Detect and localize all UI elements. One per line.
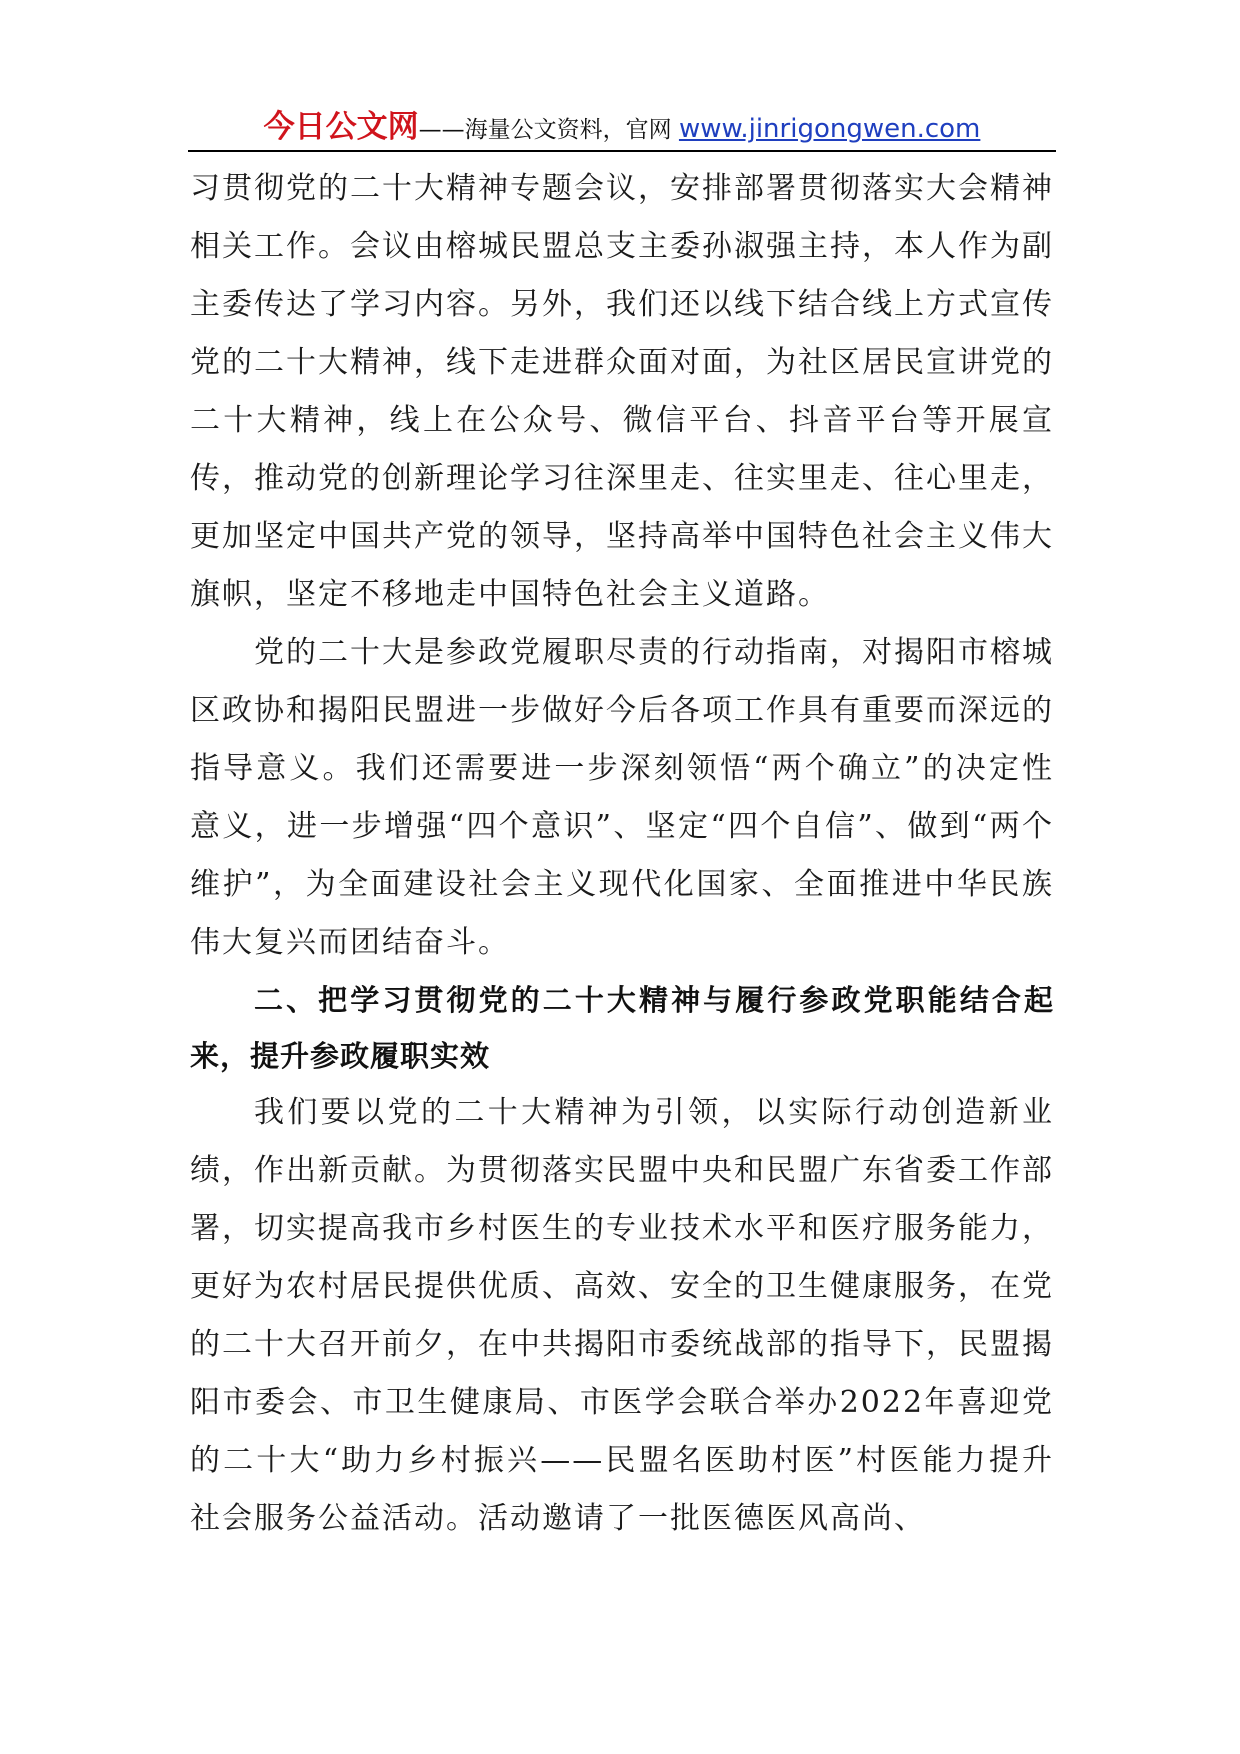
- section-heading-2: 二、把学习贯彻党的二十大精神与履行参政党职能结合起来，提升参政履职实效: [190, 983, 1054, 1073]
- brand-title: 今日公文网: [263, 109, 419, 145]
- header-tagline: ——海量公文资料，官网: [418, 117, 679, 143]
- document-body: [190, 160, 1054, 1548]
- paragraph-continuation: 习贯彻党的二十大精神专题会议，安排部署贯彻落实大会精神相关工作。会议由榕城民盟总支主委孙淑强主持，本人作为副主委传达了学习内容。另外，我们还以线下结合线上方式宣传党的二十大精神，线下走进群众面对面，为社区居民宣讲党的二十大精神，线上在公众号、微信平台、抖音平台等开展宣传，推动党的创新理论学习往深里走、往实里走、往心里走，更加坚定中国共产党的领导，坚持高举中国特色社会主义伟大旗帜，坚定不移地走中国特色社会主义道路。: [190, 171, 1054, 612]
- page-header: [188, 104, 1056, 152]
- paragraph-guidance: 党的二十大是参政党履职尽责的行动指南，对揭阳市榕城区政协和揭阳民盟进一步做好今后各项工作具有重要而深远的指导意义。我们还需要进一步深刻领悟“两个确立”的决定性意义，进一步增强“四个意识”、坚定“四个自信”、做到“两个维护”，为全面建设社会主义现代化国家、全面推进中华民族伟大复兴而团结奋斗。: [190, 635, 1054, 960]
- paragraph-activities: 我们要以党的二十大精神为引领，以实际行动创造新业绩，作出新贡献。为贯彻落实民盟中央和民盟广东省委工作部署，切实提高我市乡村医生的专业技术水平和医疗服务能力，更好为农村居民提供优质、高效、安全的卫生健康服务，在党的二十大召开前夕，在中共揭阳市委统战部的指导下，民盟揭阳市委会、市卫生健康局、市医学会联合举办2022年喜迎党的二十大“助力乡村振兴——民盟名医助村医”村医能力提升社会服务公益活动。活动邀请了一批医德医风高尚、: [190, 1095, 1054, 1536]
- website-link[interactable]: www.jinrigongwen.com: [678, 114, 981, 144]
